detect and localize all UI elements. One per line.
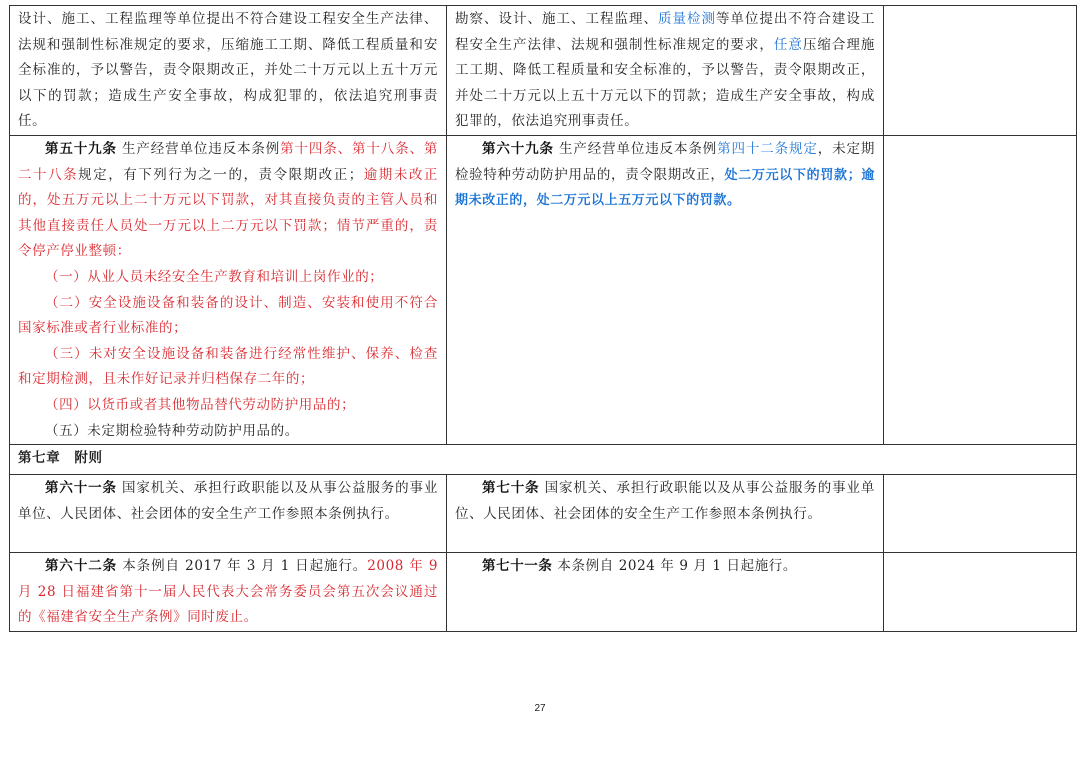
old-text: 规定，有下列行为之一的，责令限期改正； (78, 166, 363, 183)
added-text: 处二万元以下的罚款；逾期未改正的，处二万元以上五万元以下的罚款。 (455, 167, 875, 209)
new-text: 压缩合理施工工期、降低工程质量和安全标准的，予以警告，责令限期改正，并处二十万元以上五十万元以下的罚款；造成生产安全事故，构成犯罪的，依法追究刑事责任。 (455, 36, 876, 130)
new-text: 国家机关、承担行政职能以及从事公益服务的事业单位、人民团体、社会团体的安全生产工作参照本条例执行。 (455, 480, 875, 522)
table-row (10, 475, 1077, 553)
new-text-cell (447, 475, 884, 553)
table-row (10, 553, 1077, 632)
deleted-text: 第十四条、第十八条、第二十八条 (18, 140, 438, 183)
new-text: 本条例自 2024 年 9 月 1 日起施行。 (557, 558, 797, 575)
added-text: 质量检测 (657, 11, 716, 27)
old-text: 设计、施工、工程监理等单位提出不符合建设工程安全生产法律、法规和强制性标准规定的要求，压缩施工工期、降低工程质量和安全标准的，予以警告，责令限期改正，并处二十万元以上五十万元以下的罚款；造成生产安全事故，构成犯罪的，依法追究刑事责任。 (18, 11, 438, 130)
article-number: 第六十九条 (482, 140, 554, 157)
list-item: （四）以货币或者其他物品替代劳动防护用品的； (45, 396, 356, 413)
added-text: 第四十二条规定 (717, 140, 818, 157)
old-text-cell (10, 475, 447, 553)
list-item: （五）未定期检验特种劳动防护用品的。 (45, 422, 299, 439)
remark-cell (884, 553, 1077, 632)
list-item: （一）从业人员未经安全生产教育和培训上岗作业的； (45, 268, 384, 285)
old-text: 本条例自 2017 年 3 月 1 日起施行。 (122, 558, 368, 575)
old-text: 生产经营单位违反本条例 (122, 140, 281, 157)
article-number: 第五十九条 (45, 140, 117, 157)
page-number: 27 (534, 703, 546, 714)
new-text-cell (447, 553, 884, 632)
new-text-cell (447, 135, 884, 444)
deleted-text: 2008 年 9 月 28 日福建省第十一届人民代表大会常务委员会第五次会议通过的《福建省安全生产条例》同时废止。 (18, 558, 439, 626)
remark-cell (884, 475, 1077, 553)
old-text-cell (10, 6, 447, 136)
table-row (10, 135, 1077, 444)
new-text: 勘察、设计、施工、工程监理、 (455, 11, 658, 27)
old-text-cell (10, 135, 447, 444)
new-text: 生产经营单位违反本条例 (559, 140, 718, 157)
remark-cell (884, 6, 1077, 136)
list-item: （二）安全设施设备和装备的设计、制造、安装和使用不符合国家标准或者行业标准的； (18, 294, 438, 337)
list-item: （三）未对安全设施设备和装备进行经常性维护、保养、检查和定期检测，且未作好记录并归档保存二年的； (18, 345, 438, 388)
article-number: 第七十条 (482, 480, 540, 497)
new-text-cell (447, 6, 884, 136)
old-text-cell (10, 553, 447, 632)
table-row (10, 6, 1077, 136)
old-text: 国家机关、承担行政职能以及从事公益服务的事业单位、人民团体、社会团体的安全生产工作参照本条例执行。 (18, 480, 438, 522)
chapter-title: 第七章 附则 (10, 445, 1077, 475)
added-text: 任意 (773, 36, 803, 53)
remark-cell (884, 135, 1077, 444)
deleted-text: 逾期未改正的，处五万元以上二十万元以下罚款，对其直接负责的主管人员和其他直接责任人员处一万元以上二万元以下罚款；情节严重的，责令停产停业整顿： (18, 166, 439, 260)
chapter-row (10, 445, 1077, 475)
new-text: ，未定期检验特种劳动防护用品的，责令限期改正， (455, 140, 876, 183)
article-number: 第七十一条 (482, 558, 553, 575)
new-text: 等单位提出不符合建设工程安全生产法律、法规和强制性标准规定的要求， (455, 11, 875, 53)
article-number: 第六十二条 (45, 558, 118, 575)
article-number: 第六十一条 (45, 480, 117, 497)
comparison-table (9, 5, 1077, 632)
